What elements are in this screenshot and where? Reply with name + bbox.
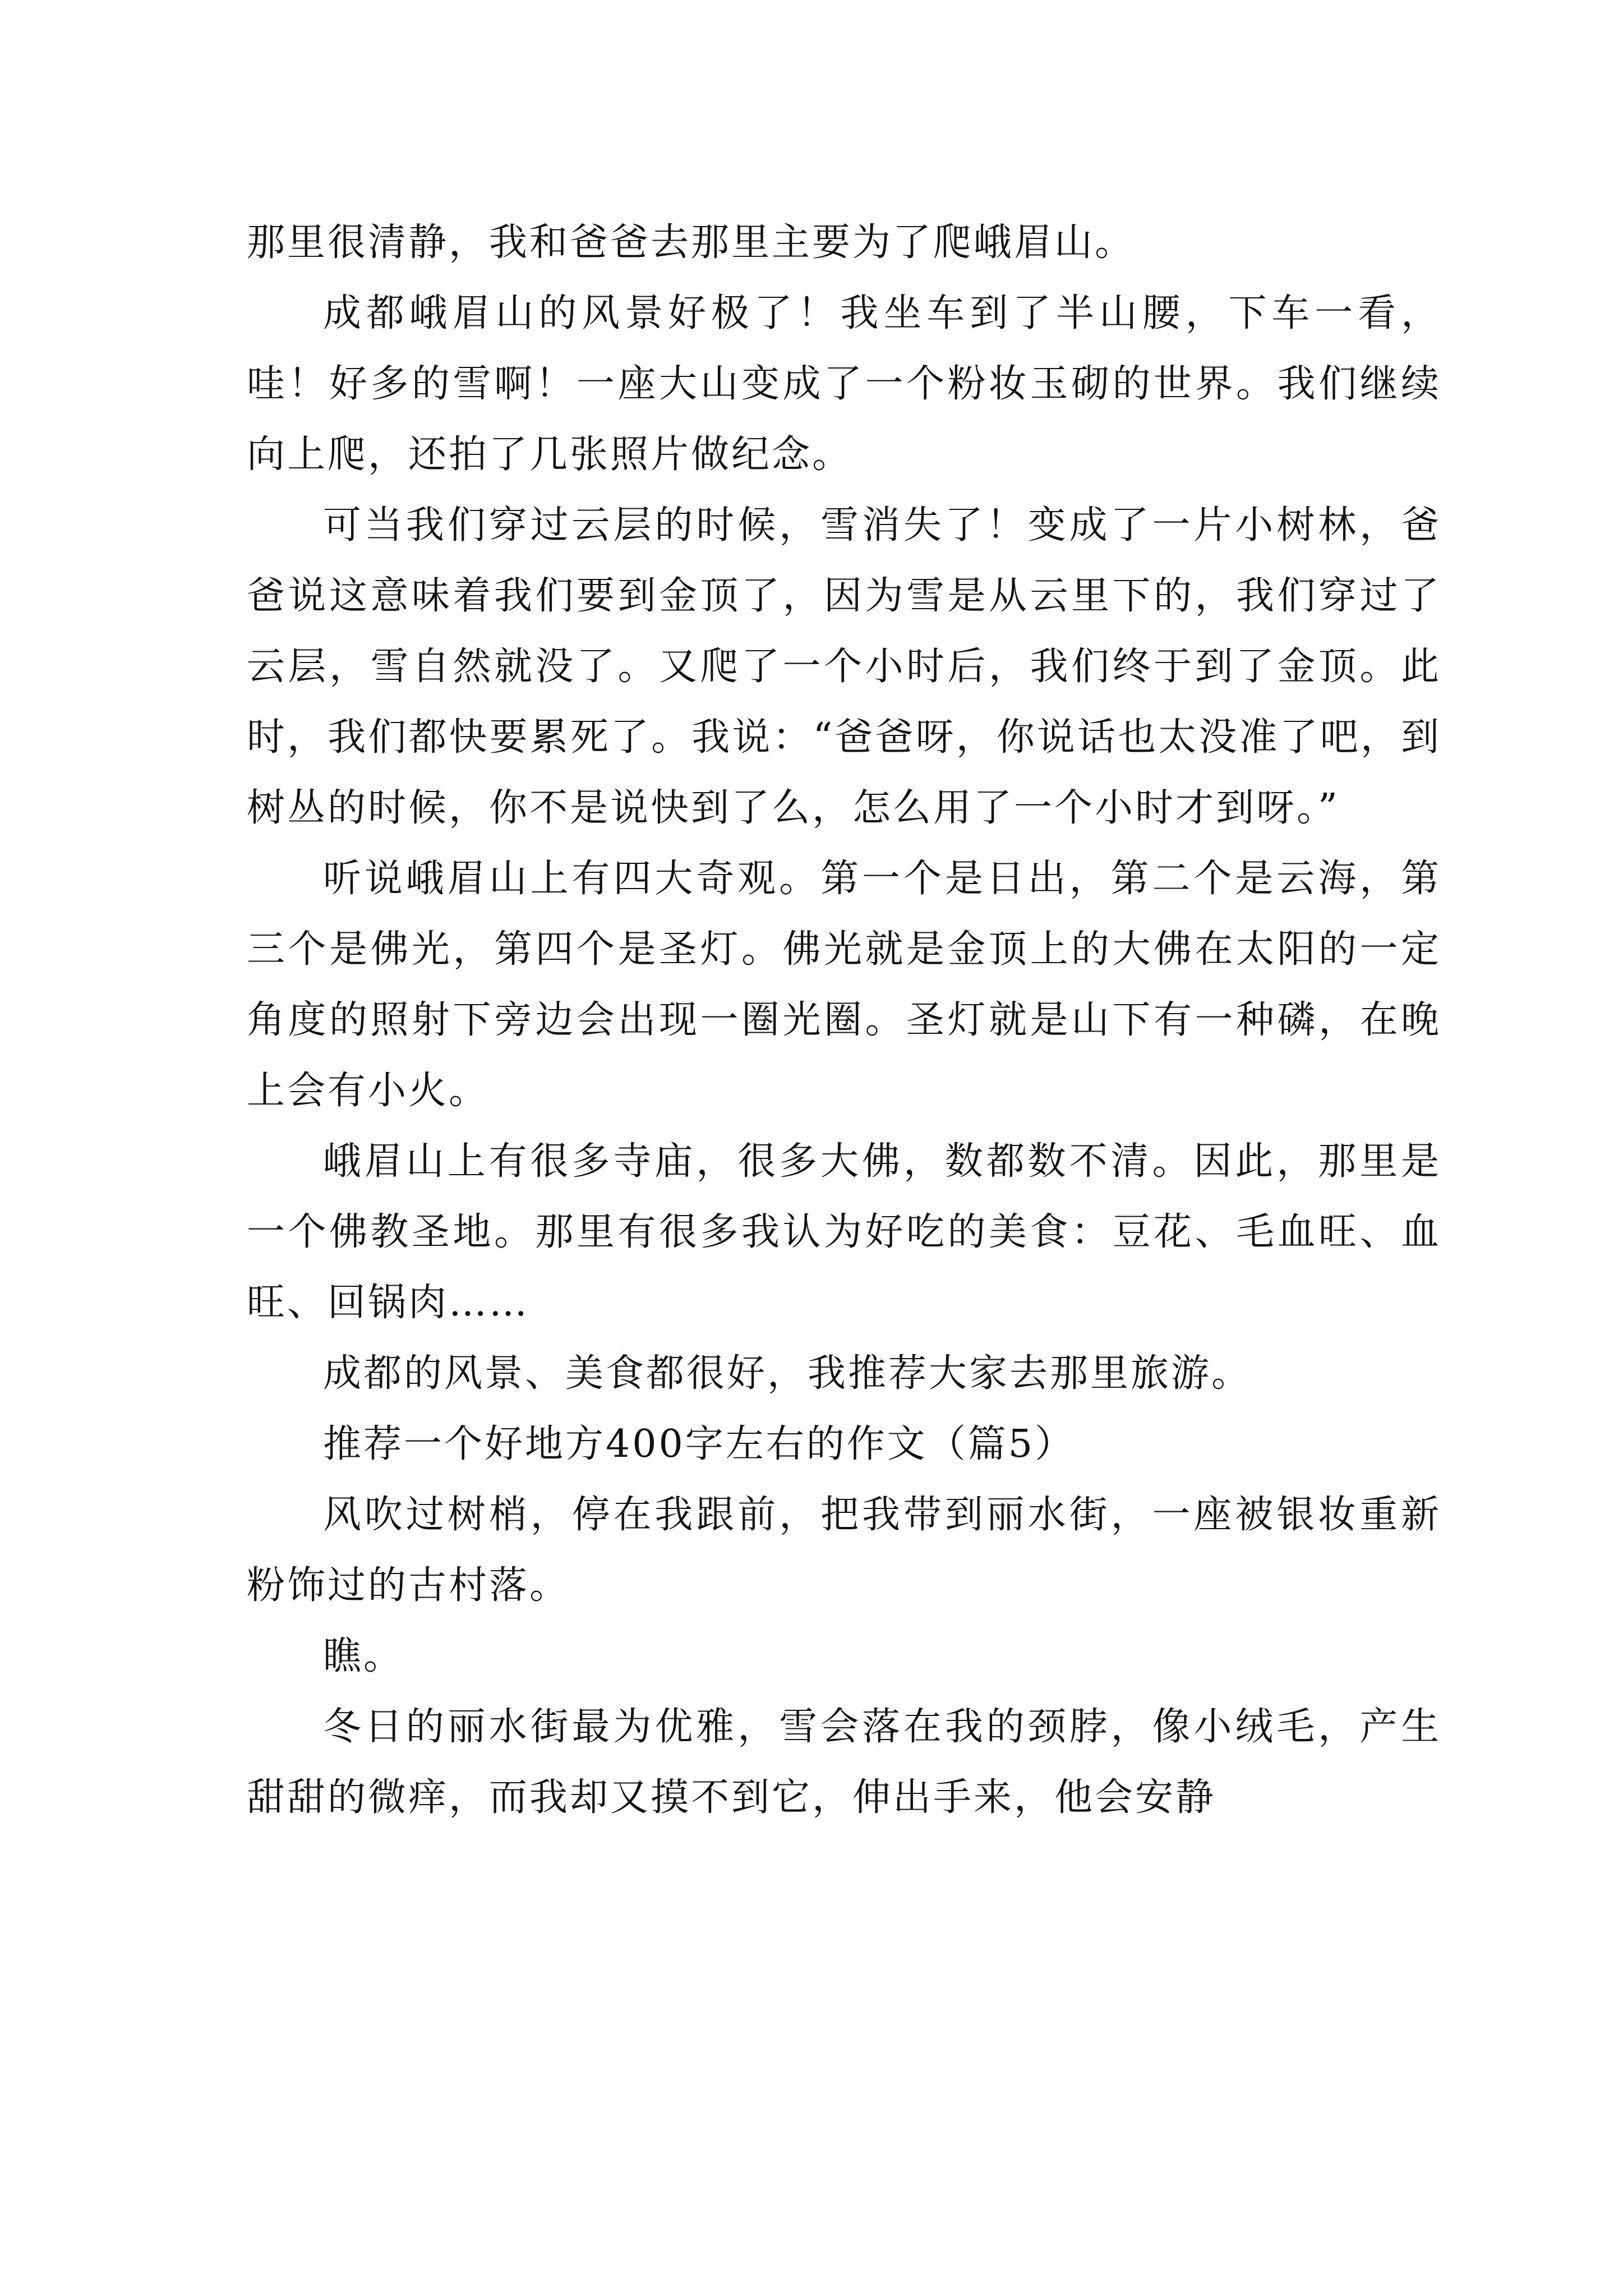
paragraph-5: 峨眉山上有很多寺庙，很多大佛，数都数不清。因此，那里是一个佛教圣地。那里有很多我认为好吃的美食：豆花、毛血旺、血旺、回锅肉…… (247, 1139, 1441, 1325)
paragraph-7: 风吹过树梢，停在我跟前，把我带到丽水街，一座被银妆重新粉饰过的古村落。 (247, 1493, 1441, 1608)
document-body (247, 208, 1441, 1833)
paragraph-2: 成都峨眉山的风景好极了！我坐车到了半山腰，下车一看，哇！好多的雪啊！一座大山变成了一个粉妆玉砌的世界。我们继续向上爬，还拍了几张照片做纪念。 (247, 291, 1441, 477)
section-heading: 推荐一个好地方400字左右的作文（篇5） (323, 1422, 1076, 1466)
paragraph-4: 听说峨眉山上有四大奇观。第一个是日出，第二个是云海，第三个是佛光，第四个是圣灯。佛光就是金顶上的大佛在太阳的一定角度的照射下旁边会出现一圈光圈。圣灯就是山下有一种磷，在晚上会有小火。 (247, 857, 1441, 1113)
paragraph-9: 冬日的丽水街最为优雅，雪会落在我的颈脖，像小绒毛，产生甜甜的微痒，而我却又摸不到它，伸出手来，他会安静 (247, 1705, 1441, 1820)
paragraph-1: 那里很清静，我和爸爸去那里主要为了爬峨眉山。 (247, 220, 1136, 265)
paragraph-3: 可当我们穿过云层的时候，雪消失了！变成了一片小树林，爸爸说这意味着我们要到金顶了，因为雪是从云里下的，我们穿过了云层，雪自然就没了。又爬了一个小时后，我们终于到了金顶。此时，我们都快要累死了。我说：“爸爸呀，你说话也太没准了吧，到树丛的时候，你不是说快到了么，怎么用了一个小时才到呀。” (247, 503, 1441, 830)
paragraph-6: 成都的风景、美食都很好，我推荐大家去那里旅游。 (323, 1351, 1252, 1396)
paragraph-8: 瞧。 (323, 1634, 404, 1678)
